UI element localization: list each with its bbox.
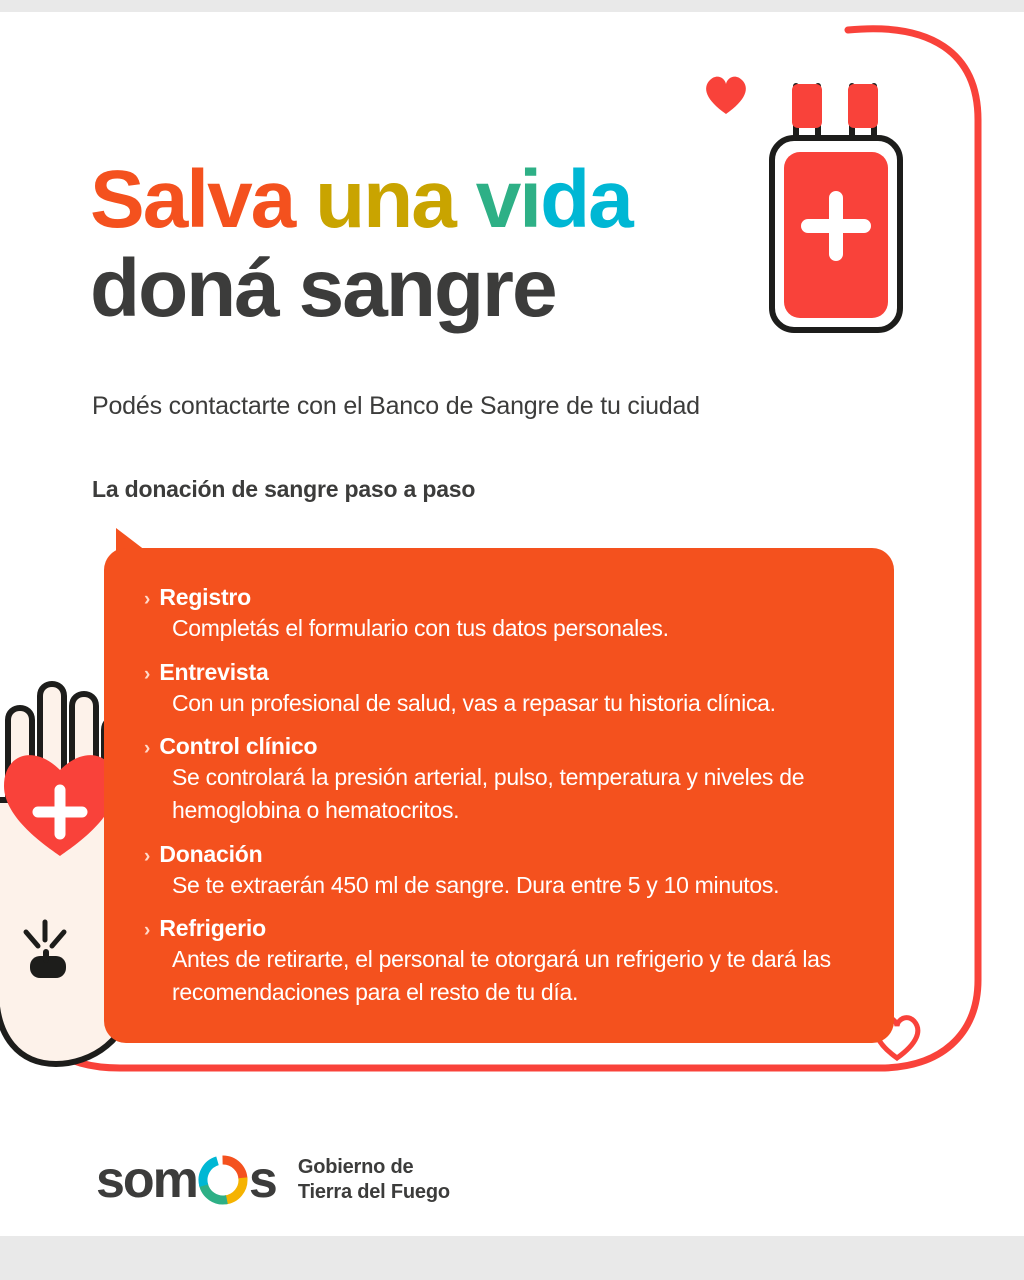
brand-o-icon bbox=[198, 1155, 248, 1205]
top-strip bbox=[0, 0, 1024, 12]
step-title: Control clínico bbox=[159, 733, 318, 760]
brand-text-part1: som bbox=[96, 1151, 197, 1209]
step-title: Donación bbox=[159, 840, 263, 867]
step-text: Se te extraerán 450 ml de sangre. Dura entre 5 y 10 minutos. bbox=[172, 871, 780, 898]
step-title: Registro bbox=[159, 584, 252, 610]
bottom-strip bbox=[0, 1236, 1024, 1280]
chevron-right-icon: › bbox=[144, 920, 151, 942]
government-line-1: Gobierno de bbox=[297, 1156, 414, 1178]
chevron-right-icon: › bbox=[144, 663, 151, 685]
chevron-right-icon: › bbox=[144, 845, 151, 867]
government-label bbox=[298, 1155, 450, 1205]
section-title: La donación de sangre paso a paso bbox=[92, 476, 476, 502]
footer-logo bbox=[96, 1150, 450, 1210]
step-title: Refrigerio bbox=[159, 915, 266, 942]
government-line-2: Tierra del Fuego bbox=[297, 1181, 450, 1203]
subtitle: Podés contactarte con el Banco de Sangre de tu ciudad bbox=[92, 392, 700, 420]
step-text: Completás el formulario con tus datos personales. bbox=[172, 615, 669, 641]
heart-icon bbox=[700, 70, 752, 118]
headline-word-salva: Salva bbox=[90, 154, 295, 245]
list-item bbox=[144, 584, 854, 645]
page-title bbox=[90, 154, 770, 334]
brand-text-part2: s bbox=[248, 1151, 276, 1209]
headline-line-1 bbox=[90, 154, 770, 245]
blood-bag-icon bbox=[756, 58, 946, 358]
list-item bbox=[144, 915, 854, 1008]
headline-line-2: doná sangre bbox=[90, 242, 556, 334]
list-item bbox=[144, 733, 854, 826]
headline-word-vi: vi bbox=[475, 154, 541, 245]
headline-word-da: da bbox=[540, 154, 632, 245]
headline-word-una: una bbox=[315, 154, 455, 245]
step-text: Antes de retirarte, el personal te otorgará un refrigerio y te dará las recomendaciones para el resto de tu día. bbox=[172, 946, 831, 1005]
chevron-right-icon: › bbox=[144, 589, 151, 610]
step-title: Entrevista bbox=[159, 658, 269, 685]
chevron-right-icon: › bbox=[144, 738, 151, 760]
list-item bbox=[144, 659, 854, 720]
step-text: Con un profesional de salud, vas a repasar tu historia clínica. bbox=[172, 689, 776, 716]
step-text: Se controlará la presión arterial, pulso, temperatura y niveles de hemoglobina o hematocritos. bbox=[172, 764, 805, 823]
steps-card bbox=[104, 548, 894, 1043]
list-item bbox=[144, 841, 854, 902]
brand-wordmark bbox=[96, 1150, 276, 1210]
